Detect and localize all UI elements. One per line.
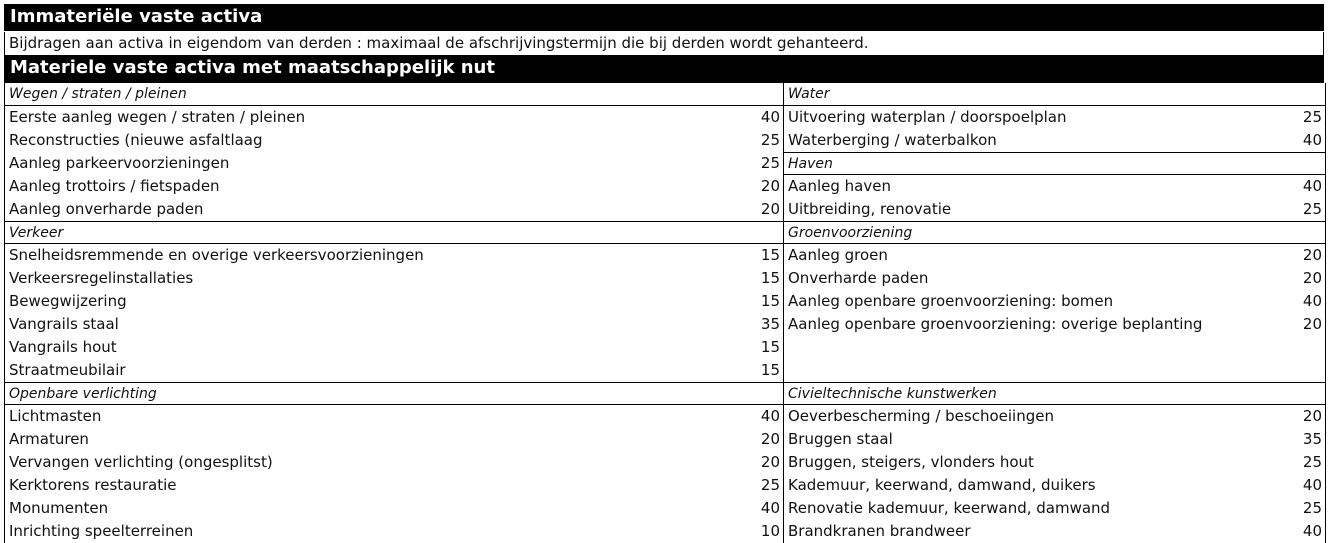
asset-label: Monumenten (9, 499, 109, 517)
table-row[interactable] (784, 175, 1325, 198)
asset-label: Inrichting speelterreinen (9, 522, 194, 540)
asset-label: Reconstructies (nieuwe asfaltlaag (9, 131, 263, 149)
depreciation-years: 40 (760, 407, 780, 425)
depreciation-years: 40 (1302, 177, 1322, 195)
depreciation-years: 25 (1302, 108, 1322, 126)
table-row[interactable] (5, 106, 783, 129)
depreciation-years: 20 (1302, 246, 1322, 264)
depreciation-years: 40 (1302, 292, 1322, 310)
depreciation-years: 40 (1302, 476, 1322, 494)
category-header-verkeer[interactable] (5, 221, 783, 244)
table-row[interactable] (784, 106, 1325, 129)
asset-label: Bruggen staal (788, 430, 893, 448)
table-row[interactable] (5, 129, 783, 152)
table-row[interactable] (784, 129, 1325, 152)
table-row[interactable] (5, 175, 783, 198)
asset-label: Bruggen, steigers, vlonders hout (788, 453, 1034, 471)
table-row[interactable] (5, 405, 783, 428)
category-header-civieltechnische-kunstwerken[interactable] (784, 382, 1325, 405)
category-header-openbare-verlichting[interactable] (5, 382, 783, 405)
asset-label: Aanleg openbare groenvoorziening: bomen (788, 292, 1114, 310)
table-row[interactable] (784, 313, 1325, 336)
asset-label: Kademuur, keerwand, damwand, duikers (788, 476, 1096, 494)
table-row[interactable] (784, 428, 1325, 451)
depreciation-years: 20 (760, 430, 780, 448)
table-row[interactable] (5, 520, 783, 543)
table-row[interactable] (784, 474, 1325, 497)
asset-label: Verkeersregelinstallaties (9, 269, 194, 287)
table-row[interactable] (5, 198, 783, 221)
category-label: Civieltechnische kunstwerken (788, 386, 997, 402)
depreciation-years: 35 (1302, 430, 1322, 448)
asset-label: Kerktorens restauratie (9, 476, 177, 494)
depreciation-years: 40 (760, 499, 780, 517)
asset-label: Waterberging / waterbalkon (788, 131, 997, 149)
category-header-wegen-straten-pleinen[interactable] (5, 83, 783, 106)
asset-label: Armaturen (9, 430, 89, 448)
table-row[interactable] (5, 359, 783, 382)
table-row[interactable] (784, 267, 1325, 290)
depreciation-years: 25 (760, 476, 780, 494)
table-row[interactable] (5, 428, 783, 451)
section-title-immaterial[interactable]: Immateriële vaste activa (4, 4, 1324, 31)
asset-label: Uitbreiding, renovatie (788, 200, 952, 218)
table-row[interactable] (784, 244, 1325, 267)
empty-row[interactable] (784, 359, 1325, 382)
depreciation-years: 10 (760, 522, 780, 540)
depreciation-years: 20 (1302, 315, 1322, 333)
empty-row[interactable] (784, 336, 1325, 359)
category-header-haven[interactable] (784, 152, 1325, 175)
category-header-water[interactable] (784, 83, 1325, 106)
category-label: Groenvoorziening (788, 225, 913, 241)
table-row[interactable] (784, 520, 1325, 543)
asset-label: Vangrails hout (9, 338, 117, 356)
asset-label: Renovatie kademuur, keerwand, damwand (788, 499, 1111, 517)
asset-label: Aanleg parkeervoorzieningen (9, 154, 230, 172)
table-row[interactable] (784, 290, 1325, 313)
depreciation-years: 20 (1302, 269, 1322, 287)
asset-label: Aanleg onverharde paden (9, 200, 204, 218)
asset-label: Vervangen verlichting (ongesplitst) (9, 453, 273, 471)
asset-label: Aanleg haven (788, 177, 891, 195)
category-label: Verkeer (9, 225, 64, 241)
table-row[interactable] (5, 474, 783, 497)
depreciation-years: 25 (1302, 453, 1322, 471)
category-label: Haven (788, 156, 833, 172)
depreciation-years: 40 (760, 108, 780, 126)
depreciation-years: 20 (1302, 407, 1322, 425)
asset-label: Uitvoering waterplan / doorspoelplan (788, 108, 1067, 126)
depreciation-years: 15 (760, 338, 780, 356)
table-row[interactable] (784, 198, 1325, 221)
depreciation-years: 15 (760, 269, 780, 287)
section-title-material[interactable]: Materiele vaste activa met maatschappelijk nut (4, 55, 1324, 83)
asset-label: Straatmeubilair (9, 361, 126, 379)
depreciation-years: 25 (760, 154, 780, 172)
depreciation-years: 20 (760, 177, 780, 195)
asset-label: Brandkranen brandweer (788, 522, 971, 540)
asset-label: Eerste aanleg wegen / straten / pleinen (9, 108, 306, 126)
asset-label: Aanleg trottoirs / fietspaden (9, 177, 220, 195)
asset-label: Aanleg openbare groenvoorziening: overige beplanting (788, 315, 1203, 333)
section-note[interactable]: Bijdragen aan activa in eigendom van derden : maximaal de afschrijvingstermijn die bij derden wordt gehanteerd. (4, 32, 1324, 55)
depreciation-years: 15 (760, 361, 780, 379)
asset-label: Lichtmasten (9, 407, 102, 425)
depreciation-years: 20 (760, 453, 780, 471)
table-row[interactable] (5, 244, 783, 267)
depreciation-years: 20 (760, 200, 780, 218)
depreciation-years: 40 (1302, 522, 1322, 540)
table-row[interactable] (784, 451, 1325, 474)
table-row[interactable] (784, 497, 1325, 520)
left-column (4, 83, 784, 543)
depreciation-years: 25 (1302, 200, 1322, 218)
asset-label: Aanleg groen (788, 246, 888, 264)
table-row[interactable] (5, 336, 783, 359)
category-label: Wegen / straten / pleinen (9, 86, 187, 102)
table-row[interactable] (5, 152, 783, 175)
asset-label: Oeverbescherming / beschoeiingen (788, 407, 1054, 425)
asset-label: Onverharde paden (788, 269, 929, 287)
category-header-groenvoorziening[interactable] (784, 221, 1325, 244)
depreciation-years: 25 (1302, 499, 1322, 517)
table-row[interactable] (5, 497, 783, 520)
table-row[interactable] (5, 290, 783, 313)
table-row[interactable] (5, 451, 783, 474)
table-row[interactable] (5, 267, 783, 290)
depreciation-years: 15 (760, 292, 780, 310)
asset-label: Bewegwijzering (9, 292, 127, 310)
right-column (783, 83, 1326, 543)
asset-label: Vangrails staal (9, 315, 119, 333)
table-row[interactable] (5, 313, 783, 336)
depreciation-years: 15 (760, 246, 780, 264)
category-label: Openbare verlichting (9, 386, 157, 402)
category-label: Water (788, 86, 830, 102)
depreciation-years: 35 (760, 315, 780, 333)
asset-label: Snelheidsremmende en overige verkeersvoorzieningen (9, 246, 424, 264)
depreciation-years: 40 (1302, 131, 1322, 149)
depreciation-years: 25 (760, 131, 780, 149)
table-row[interactable] (784, 405, 1325, 428)
